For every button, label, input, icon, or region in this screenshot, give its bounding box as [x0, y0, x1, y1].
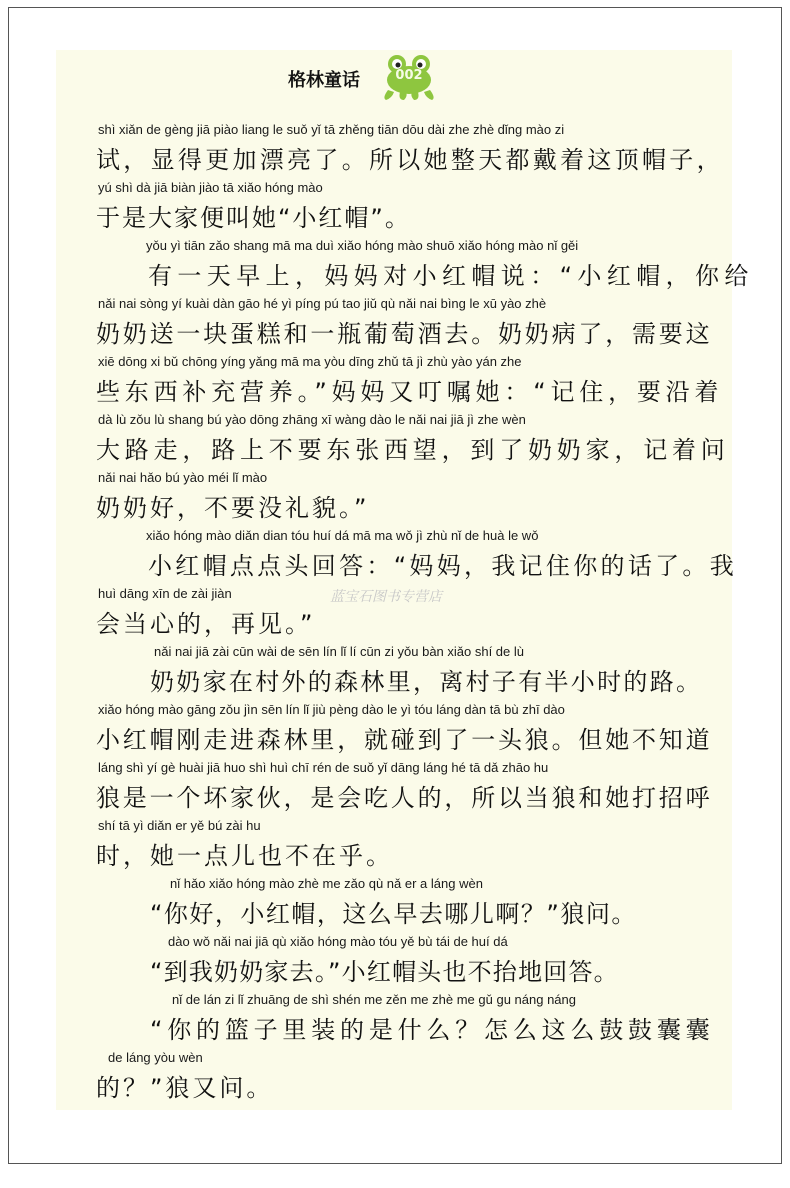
pinyin-line: yú shì dà jiā biàn jiào tā xiǎo hóng mào [98, 180, 323, 195]
hanzi-line: 奶奶送一块蛋糕和一瓶葡萄酒去。奶奶病了，需要这 [96, 320, 713, 348]
hanzi-line: 于是大家便叫她“小红帽”。 [96, 204, 411, 232]
text-line [0, 1050, 790, 1110]
pinyin-line: xiǎo hóng mào diǎn dian tóu huí dá mā ma wǒ jì zhù nǐ de huà le wǒ [146, 528, 539, 543]
hanzi-line: 狼是一个坏家伙，是会吃人的，所以当狼和她打招呼 [96, 784, 713, 812]
pinyin-line: yǒu yì tiān zǎo shang mā ma duì xiǎo hóng mào shuō xiǎo hóng mào nǐ gěi [146, 238, 579, 253]
text-line [0, 122, 790, 182]
text-line [0, 818, 790, 878]
text-line [0, 876, 790, 936]
pinyin-line: nǎi nai jiā zài cūn wài de sēn lín lǐ lí cūn zi yǒu bàn xiǎo shí de lù [154, 644, 524, 659]
text-line [0, 296, 790, 356]
text-line [0, 238, 790, 298]
pinyin-line: shí tā yì diǎn er yě bú zài hu [98, 818, 261, 833]
hanzi-line: 大路走，路上不要东张西望，到了奶奶家，记着问 [96, 436, 730, 464]
hanzi-line: “到我奶奶家去。”小红帽头也不抬地回答。 [150, 958, 619, 986]
pinyin-line: huì dāng xīn de zài jiàn [98, 586, 232, 601]
pinyin-line: shì xiǎn de gèng jiā piào liang le suǒ yǐ tā zhěng tiān dōu dài zhe zhè dǐng mào zi [98, 122, 565, 137]
text-line [0, 180, 790, 240]
hanzi-line: 小红帽点点头回答：“妈妈，我记住你的话了。我 [148, 552, 738, 580]
text-line [0, 586, 790, 646]
pinyin-line: xiē dōng xi bǔ chōng yíng yǎng mā ma yòu dīng zhǔ tā jì zhù yào yán zhe [98, 354, 522, 369]
text-line [0, 702, 790, 762]
pinyin-line: xiǎo hóng mào gāng zǒu jìn sēn lín lǐ jiù pèng dào le yì tóu láng dàn tā bù zhī dào [98, 702, 565, 717]
pinyin-line: nǐ hǎo xiǎo hóng mào zhè me zǎo qù nǎ er a láng wèn [170, 876, 483, 891]
hanzi-line: 时，她一点儿也不在乎。 [96, 842, 393, 870]
book-title: 格林童话 [288, 70, 360, 91]
pinyin-line: dà lù zǒu lù shang bú yào dōng zhāng xī wàng dào le nǎi nai jiā jì zhe wèn [98, 412, 526, 427]
hanzi-line: “你的篮子里装的是什么？怎么这么鼓鼓囊囊 [150, 1016, 715, 1044]
pinyin-line: nǎi nai hǎo bú yào méi lǐ mào [98, 470, 268, 485]
hanzi-line: “你好，小红帽，这么早去哪儿啊？”狼问。 [150, 900, 637, 928]
hanzi-line: 试，显得更加漂亮了。所以她整天都戴着这顶帽子， [96, 146, 724, 174]
text-line [0, 992, 790, 1052]
text-line [0, 470, 790, 530]
pinyin-line: dào wǒ nǎi nai jiā qù xiǎo hóng mào tóu yě bù tái de huí dá [168, 934, 508, 949]
pinyin-line: nǐ de lán zi lǐ zhuāng de shì shén me zěn me zhè me gǔ gu náng náng [172, 992, 576, 1007]
watermark: 蓝宝石图书专营店 [330, 589, 442, 605]
text-line [0, 760, 790, 820]
text-line [0, 354, 790, 414]
text-line [0, 934, 790, 994]
hanzi-line: 有一天早上，妈妈对小红帽说：“小红帽，你给 [148, 262, 754, 290]
text-line [0, 528, 790, 588]
pinyin-line: láng shì yí gè huài jiā huo shì huì chī rén de suǒ yǐ dāng láng hé tā dǎ zhāo hu [98, 760, 549, 775]
text-line [0, 412, 790, 472]
text-line [0, 644, 790, 704]
hanzi-line: 奶奶家在村外的森林里，离村子有半小时的路。 [150, 668, 703, 696]
hanzi-line: 会当心的，再见。” [96, 610, 316, 638]
page-number: 002 [395, 68, 423, 83]
pinyin-line: de láng yòu wèn [108, 1050, 203, 1065]
pinyin-line: nǎi nai sòng yí kuài dàn gāo hé yì píng pú tao jiǔ qù nǎi nai bìng le xū yào zhè [98, 296, 547, 311]
hanzi-line: 小红帽刚走进森林里，就碰到了一头狼。但她不知道 [96, 726, 713, 754]
hanzi-line: 些东西补充营养。”妈妈又叮嘱她：“记住，要沿着 [96, 378, 724, 406]
hanzi-line: 的？”狼又问。 [96, 1074, 274, 1102]
hanzi-line: 奶奶好，不要没礼貌。” [96, 494, 370, 522]
